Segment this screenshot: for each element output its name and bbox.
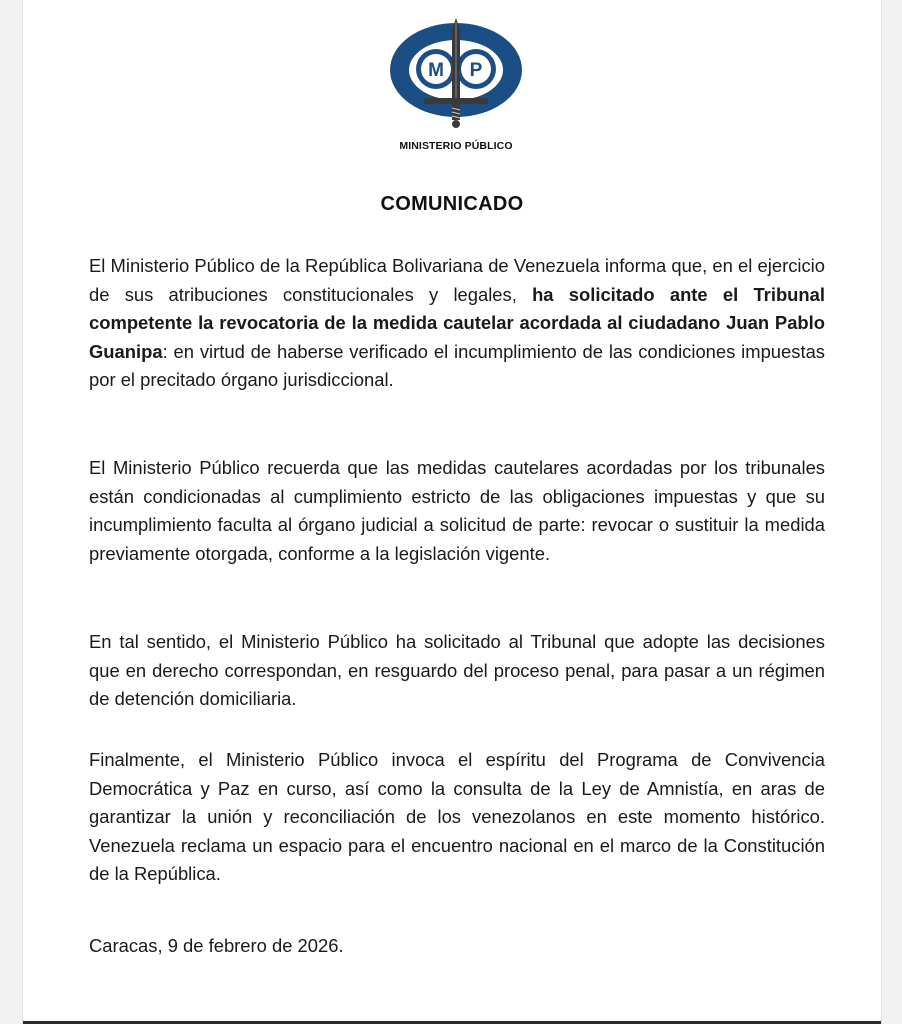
ministerio-publico-logo bbox=[386, 12, 526, 154]
logo-caption: MINISTERIO PÚBLICO bbox=[399, 140, 513, 152]
paragraph-1-bold: ha solicitado ante el Tribunal competente la revocatoria de la medida cautelar acordada al ciudadano Juan Pablo Guanipa bbox=[89, 283, 825, 362]
paragraph-4: Finalmente, el Ministerio Público invoca el espíritu del Programa de Convivencia Democrática y Paz en curso, así como la consulta de la Ley de Amnistía, en aras de garantizar la unión y reconciliación de los venezolanos en este momento histórico. Venezuela reclama un espacio para el encuentro nacional en el marco de la Constitución de la República. bbox=[89, 749, 825, 884]
paragraph-1-tail: : en virtud de haberse verificado el incumplimiento de las condiciones impuestas por el precitado órgano jurisdiccional. bbox=[89, 340, 825, 390]
mp-emblem-icon bbox=[386, 12, 526, 140]
paragraph-3: En tal sentido, el Ministerio Público ha solicitado al Tribunal que adopte las decisiones que en derecho correspondan, en resguardo del proceso penal, para pasar a un régimen de detención domiciliaria. bbox=[89, 631, 825, 709]
document-page bbox=[22, 0, 882, 1024]
document-title: COMUNICADO bbox=[380, 193, 524, 215]
paragraph-1-lead: El Ministerio Público de la República Bolivariana de Venezuela informa que, en el ejercicio de sus atribuciones constitucionales y legales, bbox=[89, 255, 825, 305]
paragraph-1 bbox=[89, 252, 825, 395]
logo-letter-m: M bbox=[428, 60, 444, 81]
closing-date-line: Caracas, 9 de febrero de 2026. bbox=[89, 935, 344, 956]
logo-letter-p: P bbox=[469, 60, 483, 81]
paragraph-2: El Ministerio Público recuerda que las medidas cautelares acordadas por los tribunales están condicionadas al cumplimiento estricto de las obligaciones impuestas y que su incumplimiento faculta al órgano judicial a solicitud de parte: revocar o sustituir la medida previamente otorgada, conforme a la legislación vigente. bbox=[89, 457, 825, 564]
